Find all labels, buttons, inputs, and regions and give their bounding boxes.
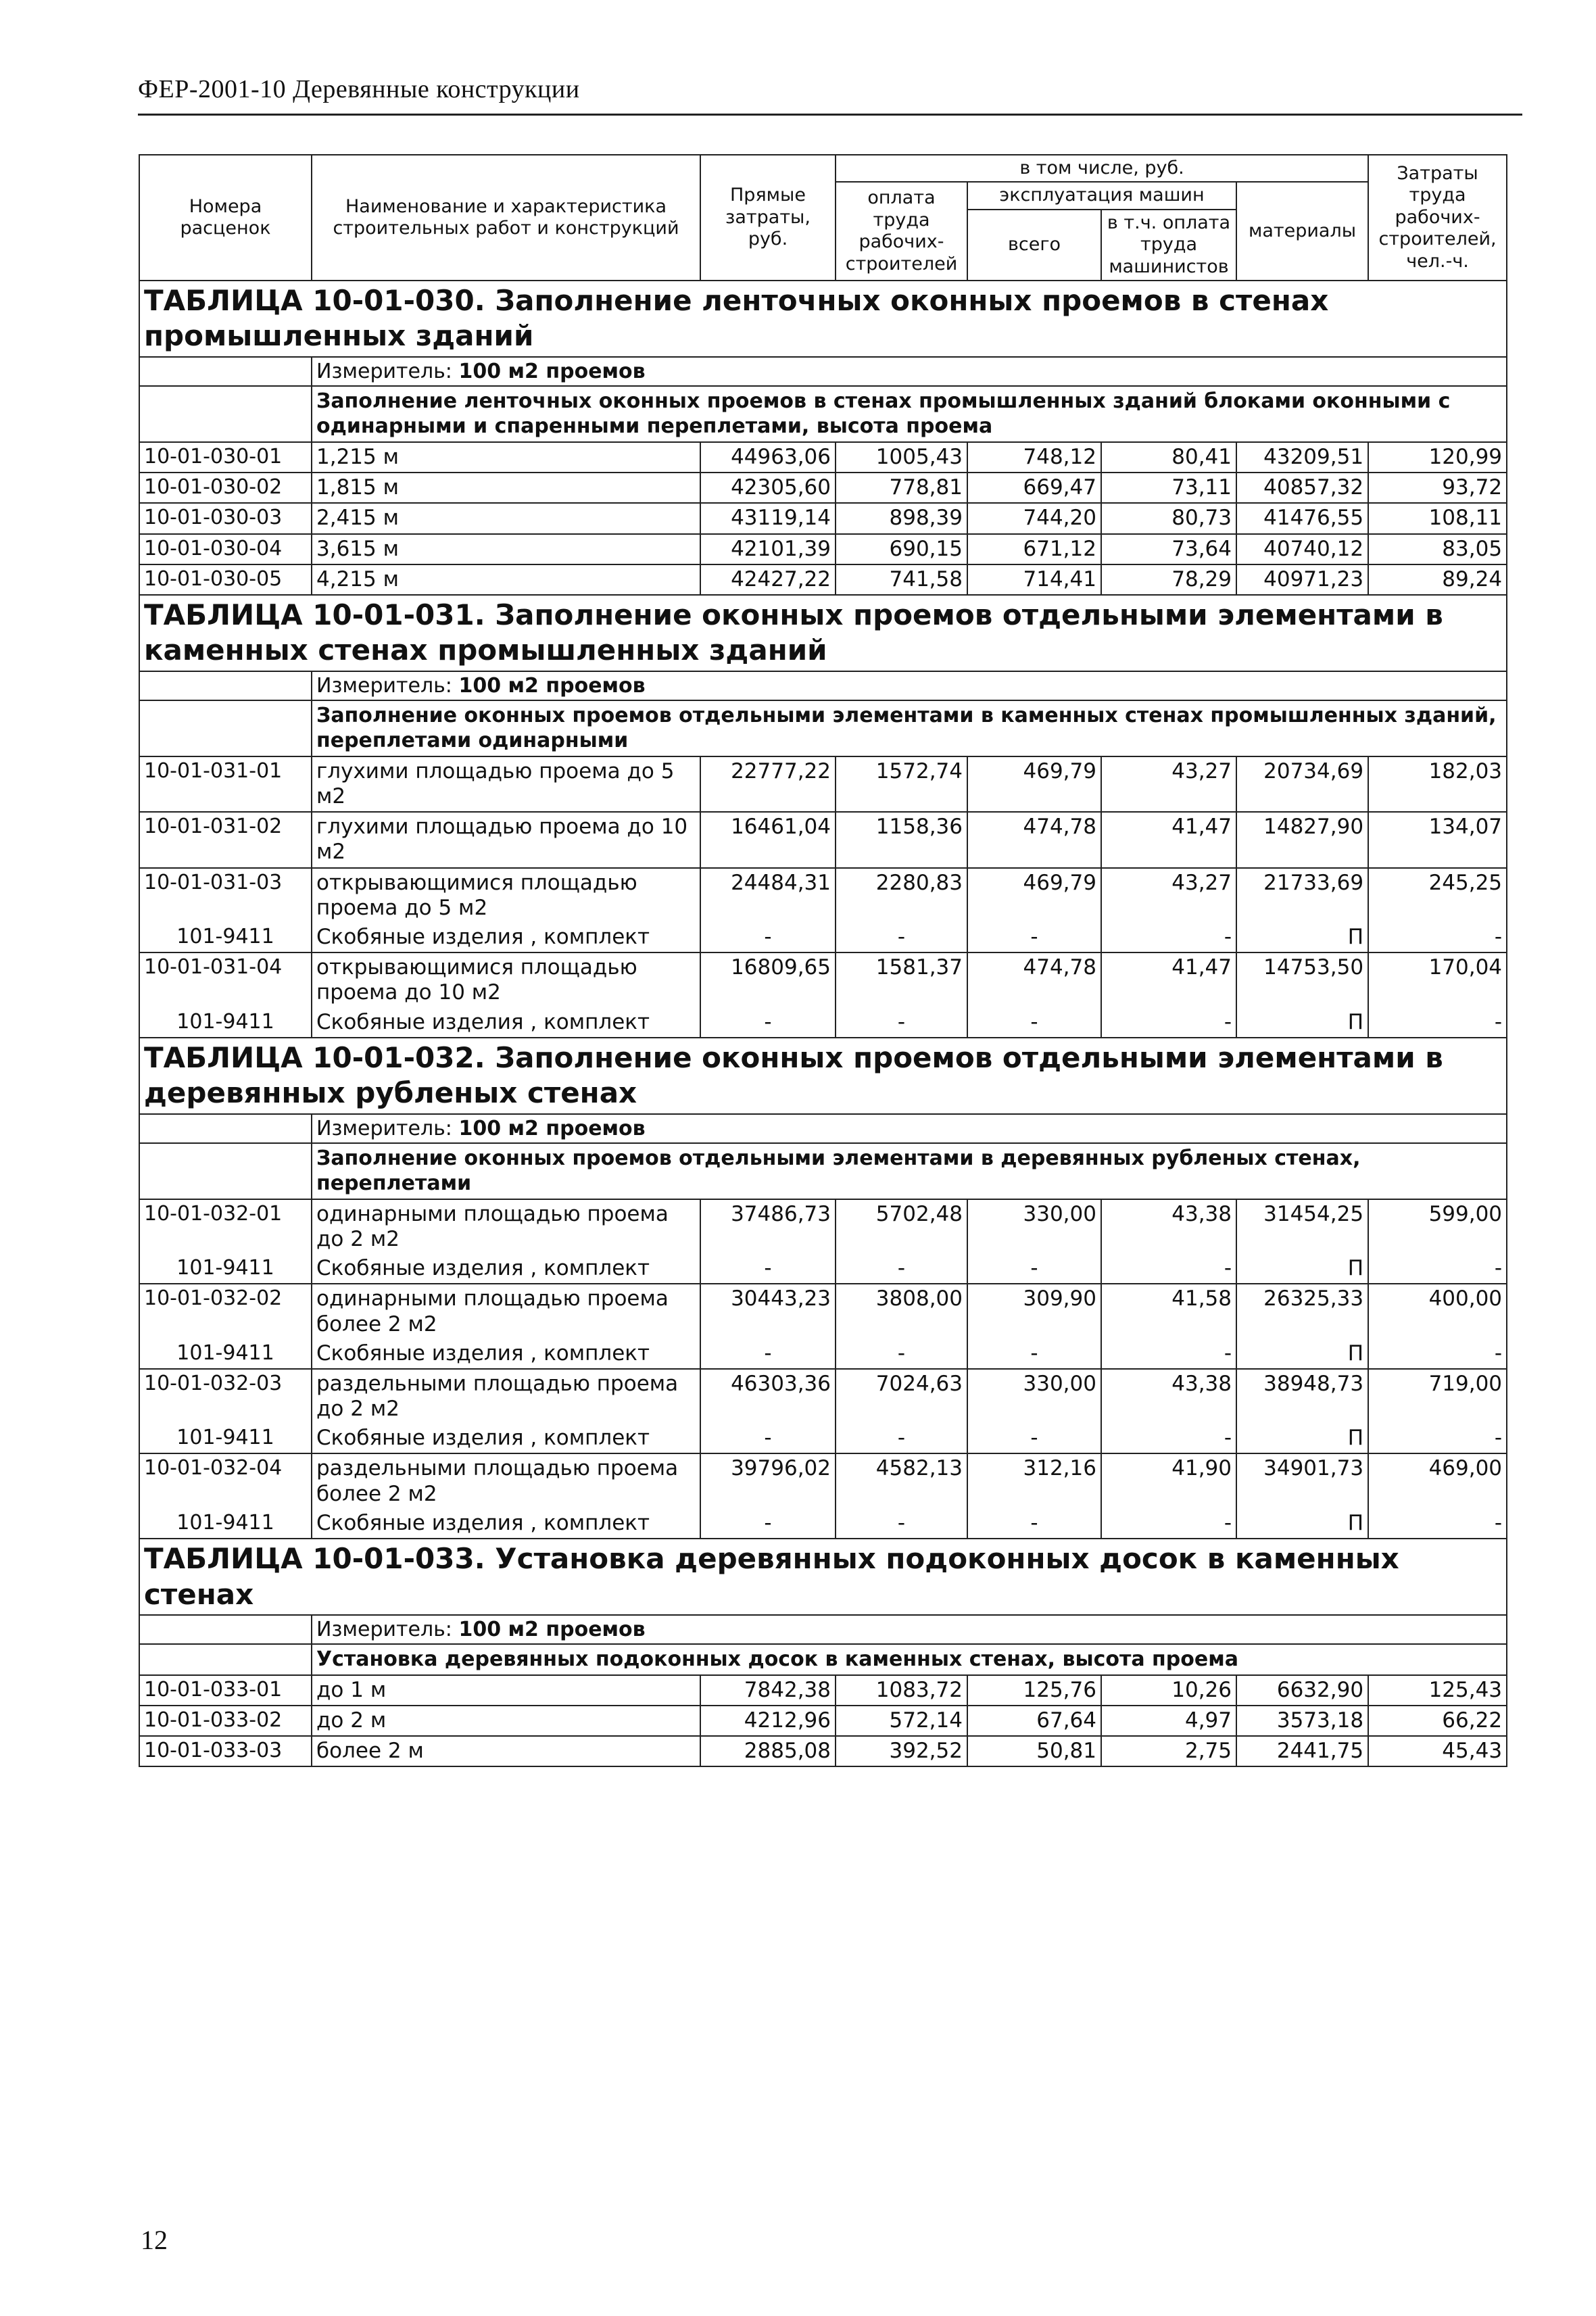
row-materials-cost: П (1236, 1254, 1368, 1284)
row-name: Скобяные изделия , комплект (312, 1008, 700, 1038)
row-code: 101-9411 (139, 923, 312, 952)
row-machine-cost: 748,12 (967, 442, 1101, 473)
row-labor-hours: 599,00 (1368, 1199, 1507, 1254)
row-direct-cost: - (700, 1424, 836, 1453)
row-direct-cost: 42101,39 (700, 534, 836, 564)
table-row (139, 503, 1507, 533)
row-code: 10-01-032-02 (139, 1284, 312, 1338)
row-direct-cost: 46303,36 (700, 1369, 836, 1424)
row-direct-cost: 16461,04 (700, 812, 836, 867)
row-labor-hours: 125,43 (1368, 1675, 1507, 1706)
row-machinist-wage: 41,47 (1101, 812, 1236, 867)
measure-value: 100 м2 проемов (458, 1618, 646, 1642)
row-worker-wage: 1581,37 (836, 952, 967, 1007)
row-direct-cost: - (700, 1254, 836, 1284)
row-name: одинарными площадью проема до 2 м2 (312, 1199, 700, 1254)
row-code: 10-01-031-03 (139, 868, 312, 923)
row-name: Скобяные изделия , комплект (312, 1339, 700, 1369)
measure-spacer (139, 1114, 312, 1143)
row-materials-cost: 2441,75 (1236, 1736, 1368, 1766)
row-labor-hours: 120,99 (1368, 442, 1507, 473)
row-materials-cost: 21733,69 (1236, 868, 1368, 923)
row-name: 2,415 м (312, 503, 700, 533)
description-spacer (139, 1644, 312, 1675)
table-row (139, 1369, 1507, 1424)
row-name: Скобяные изделия , комплект (312, 923, 700, 952)
table-row (139, 1706, 1507, 1736)
table-row (139, 952, 1507, 1007)
header-rule (138, 114, 1522, 116)
row-labor-hours: - (1368, 923, 1507, 952)
description-row (139, 1143, 1507, 1199)
table-row (139, 1736, 1507, 1766)
row-code: 10-01-030-03 (139, 503, 312, 533)
row-labor-hours: 66,22 (1368, 1706, 1507, 1736)
measure-cell (312, 1114, 1507, 1143)
row-code: 101-9411 (139, 1509, 312, 1539)
row-machinist-wage: 80,41 (1101, 442, 1236, 473)
row-worker-wage: 4582,13 (836, 1453, 967, 1508)
table-row (139, 534, 1507, 564)
row-name: до 1 м (312, 1675, 700, 1706)
row-machinist-wage: 4,97 (1101, 1706, 1236, 1736)
row-worker-wage: 898,39 (836, 503, 967, 533)
table-subrow (139, 923, 1507, 952)
row-name: Скобяные изделия , комплект (312, 1424, 700, 1453)
row-machine-cost: 312,16 (967, 1453, 1101, 1508)
row-worker-wage: - (836, 1008, 967, 1038)
row-code: 10-01-030-04 (139, 534, 312, 564)
row-name: более 2 м (312, 1736, 700, 1766)
row-materials-cost: 41476,55 (1236, 503, 1368, 533)
table-row (139, 1675, 1507, 1706)
row-materials-cost: П (1236, 1008, 1368, 1038)
row-worker-wage: 7024,63 (836, 1369, 967, 1424)
section-description: Установка деревянных подоконных досок в каменных стенах, высота проема (312, 1644, 1507, 1675)
row-code: 10-01-032-03 (139, 1369, 312, 1424)
description-spacer (139, 386, 312, 442)
section-title-row (139, 595, 1507, 671)
row-name: 3,615 м (312, 534, 700, 564)
row-machinist-wage: 2,75 (1101, 1736, 1236, 1766)
row-name: раздельными площадью проема до 2 м2 (312, 1369, 700, 1424)
col-direct: Прямые затраты, руб. (700, 155, 836, 281)
measure-value: 100 м2 проемов (458, 1116, 646, 1140)
row-materials-cost: 31454,25 (1236, 1199, 1368, 1254)
row-machine-cost: - (967, 1008, 1101, 1038)
row-labor-hours: 170,04 (1368, 952, 1507, 1007)
row-direct-cost: - (700, 1008, 836, 1038)
page-number: 12 (141, 2225, 168, 2255)
description-row (139, 1644, 1507, 1675)
table-body (139, 281, 1507, 1766)
row-code: 10-01-033-01 (139, 1675, 312, 1706)
row-code: 10-01-031-01 (139, 756, 312, 812)
section-title-row (139, 1038, 1507, 1114)
row-machine-cost: 309,90 (967, 1284, 1101, 1338)
row-code: 10-01-032-04 (139, 1453, 312, 1508)
row-direct-cost: 16809,65 (700, 952, 836, 1007)
row-materials-cost: П (1236, 1339, 1368, 1369)
row-materials-cost: 3573,18 (1236, 1706, 1368, 1736)
row-materials-cost: 14753,50 (1236, 952, 1368, 1007)
measure-label: Измеритель: (316, 673, 452, 698)
row-machine-cost: - (967, 1424, 1101, 1453)
row-machinist-wage: - (1101, 923, 1236, 952)
row-machinist-wage: 41,47 (1101, 952, 1236, 1007)
measure-row (139, 1615, 1507, 1644)
row-name: одинарными площадью проема более 2 м2 (312, 1284, 700, 1338)
description-row (139, 386, 1507, 442)
row-machinist-wage: 43,27 (1101, 868, 1236, 923)
row-direct-cost: 37486,73 (700, 1199, 836, 1254)
row-name: до 2 м (312, 1706, 700, 1736)
row-direct-cost: 7842,38 (700, 1675, 836, 1706)
row-name: 4,215 м (312, 564, 700, 595)
row-labor-hours: - (1368, 1424, 1507, 1453)
row-code: 101-9411 (139, 1339, 312, 1369)
row-direct-cost: 4212,96 (700, 1706, 836, 1736)
table-row (139, 1453, 1507, 1508)
col-wage: оплата труда рабочих-строителей (836, 182, 967, 281)
row-machinist-wage: 73,64 (1101, 534, 1236, 564)
row-machine-cost: 744,20 (967, 503, 1101, 533)
row-machinist-wage: 10,26 (1101, 1675, 1236, 1706)
row-machine-cost: - (967, 1339, 1101, 1369)
row-machine-cost: 469,79 (967, 868, 1101, 923)
row-machine-cost: 330,00 (967, 1369, 1101, 1424)
table-row (139, 1284, 1507, 1338)
row-machinist-wage: - (1101, 1424, 1236, 1453)
row-machine-cost: 330,00 (967, 1199, 1101, 1254)
section-title-row (139, 281, 1507, 357)
row-worker-wage: - (836, 1424, 967, 1453)
row-labor-hours: 469,00 (1368, 1453, 1507, 1508)
col-incl: в том числе, руб. (836, 155, 1368, 182)
row-direct-cost: - (700, 1339, 836, 1369)
row-worker-wage: 392,52 (836, 1736, 967, 1766)
measure-label: Измеритель: (316, 1618, 452, 1642)
row-machine-cost: 669,47 (967, 473, 1101, 503)
row-labor-hours: - (1368, 1008, 1507, 1038)
row-worker-wage: 1083,72 (836, 1675, 967, 1706)
row-worker-wage: 1158,36 (836, 812, 967, 867)
row-machine-cost: - (967, 1254, 1101, 1284)
row-direct-cost: 42427,22 (700, 564, 836, 595)
page-header: ФЕР-2001-10 Деревянные конструкции (138, 75, 580, 103)
row-name: глухими площадью проема до 5 м2 (312, 756, 700, 812)
col-machines: эксплуатация машин (967, 182, 1236, 209)
row-name: раздельными площадью проема более 2 м2 (312, 1453, 700, 1508)
row-machinist-wage: 43,38 (1101, 1369, 1236, 1424)
row-name: 1,815 м (312, 473, 700, 503)
row-labor-hours: 182,03 (1368, 756, 1507, 812)
row-code: 10-01-030-05 (139, 564, 312, 595)
measure-spacer (139, 1615, 312, 1644)
row-materials-cost: 34901,73 (1236, 1453, 1368, 1508)
section-title: ТАБЛИЦА 10-01-031. Заполнение оконных проемов отдельными элементами в каменных стенах промышленных зданий (139, 595, 1507, 671)
row-worker-wage: 5702,48 (836, 1199, 967, 1254)
table-row (139, 473, 1507, 503)
table-row (139, 868, 1507, 923)
row-machine-cost: 50,81 (967, 1736, 1101, 1766)
row-direct-cost: 43119,14 (700, 503, 836, 533)
row-machine-cost: 125,76 (967, 1675, 1101, 1706)
row-labor-hours: 108,11 (1368, 503, 1507, 533)
row-materials-cost: 38948,73 (1236, 1369, 1368, 1424)
row-code: 10-01-030-02 (139, 473, 312, 503)
row-machinist-wage: 78,29 (1101, 564, 1236, 595)
row-machinist-wage: - (1101, 1509, 1236, 1539)
row-machinist-wage: 41,58 (1101, 1284, 1236, 1338)
row-direct-cost: 22777,22 (700, 756, 836, 812)
row-materials-cost: 43209,51 (1236, 442, 1368, 473)
measure-spacer (139, 357, 312, 386)
row-name: 1,215 м (312, 442, 700, 473)
row-labor-hours: 400,00 (1368, 1284, 1507, 1338)
row-materials-cost: 40857,32 (1236, 473, 1368, 503)
measure-value: 100 м2 проемов (458, 673, 646, 698)
row-worker-wage: 3808,00 (836, 1284, 967, 1338)
row-machinist-wage: 43,38 (1101, 1199, 1236, 1254)
row-machinist-wage: - (1101, 1339, 1236, 1369)
row-worker-wage: - (836, 923, 967, 952)
row-name: Скобяные изделия , комплект (312, 1509, 700, 1539)
row-worker-wage: - (836, 1339, 967, 1369)
row-materials-cost: П (1236, 1509, 1368, 1539)
measure-spacer (139, 671, 312, 700)
col-machines-wage: в т.ч. оплата труда машинистов (1101, 210, 1236, 281)
row-worker-wage: - (836, 1509, 967, 1539)
row-machinist-wage: 80,73 (1101, 503, 1236, 533)
row-labor-hours: 245,25 (1368, 868, 1507, 923)
row-materials-cost: 6632,90 (1236, 1675, 1368, 1706)
row-name: глухими площадью проема до 10 м2 (312, 812, 700, 867)
row-direct-cost: 24484,31 (700, 868, 836, 923)
row-direct-cost: - (700, 923, 836, 952)
table-row (139, 564, 1507, 595)
row-machine-cost: 67,64 (967, 1706, 1101, 1736)
col-machines-total: всего (967, 210, 1101, 281)
table-subrow (139, 1424, 1507, 1453)
row-materials-cost: 20734,69 (1236, 756, 1368, 812)
row-machine-cost: 474,78 (967, 952, 1101, 1007)
row-labor-hours: 83,05 (1368, 534, 1507, 564)
row-direct-cost: 44963,06 (700, 442, 836, 473)
row-materials-cost: 40971,23 (1236, 564, 1368, 595)
col-materials: материалы (1236, 182, 1368, 281)
row-machinist-wage: 73,11 (1101, 473, 1236, 503)
description-spacer (139, 700, 312, 756)
row-machinist-wage: 43,27 (1101, 756, 1236, 812)
row-code: 10-01-033-02 (139, 1706, 312, 1736)
row-machine-cost: - (967, 923, 1101, 952)
table-row (139, 812, 1507, 867)
row-name: Скобяные изделия , комплект (312, 1254, 700, 1284)
row-code: 10-01-030-01 (139, 442, 312, 473)
table-subrow (139, 1008, 1507, 1038)
measure-cell (312, 357, 1507, 386)
row-code: 101-9411 (139, 1254, 312, 1284)
row-labor-hours: - (1368, 1254, 1507, 1284)
row-machine-cost: 474,78 (967, 812, 1101, 867)
row-direct-cost: 42305,60 (700, 473, 836, 503)
row-code: 10-01-033-03 (139, 1736, 312, 1766)
row-worker-wage: 778,81 (836, 473, 967, 503)
description-row (139, 700, 1507, 756)
row-materials-cost: П (1236, 1424, 1368, 1453)
row-labor-hours: 719,00 (1368, 1369, 1507, 1424)
row-machinist-wage: - (1101, 1008, 1236, 1038)
measure-row (139, 357, 1507, 386)
table-subrow (139, 1509, 1507, 1539)
row-machinist-wage: - (1101, 1254, 1236, 1284)
table-row (139, 1199, 1507, 1254)
row-name: открывающимися площадью проема до 5 м2 (312, 868, 700, 923)
table-subrow (139, 1339, 1507, 1369)
measure-cell (312, 671, 1507, 700)
section-description: Заполнение ленточных оконных проемов в стенах промышленных зданий блоками оконными с одинарными и спаренными переплетами, высота проема (312, 386, 1507, 442)
row-direct-cost: 39796,02 (700, 1453, 836, 1508)
price-table (139, 154, 1507, 1767)
row-labor-hours: 93,72 (1368, 473, 1507, 503)
col-name: Наименование и характеристика строительных работ и конструкций (312, 155, 700, 281)
row-worker-wage: 2280,83 (836, 868, 967, 923)
row-direct-cost: - (700, 1509, 836, 1539)
table-subrow (139, 1254, 1507, 1284)
section-title: ТАБЛИЦА 10-01-032. Заполнение оконных проемов отдельными элементами в деревянных рубленых стенах (139, 1038, 1507, 1114)
table-row (139, 442, 1507, 473)
row-machine-cost: 469,79 (967, 756, 1101, 812)
row-machinist-wage: 41,90 (1101, 1453, 1236, 1508)
row-machine-cost: 714,41 (967, 564, 1101, 595)
section-description: Заполнение оконных проемов отдельными элементами в деревянных рубленых стенах, переплетами (312, 1143, 1507, 1199)
row-code: 10-01-031-04 (139, 952, 312, 1007)
row-worker-wage: 572,14 (836, 1706, 967, 1736)
row-worker-wage: 741,58 (836, 564, 967, 595)
row-direct-cost: 2885,08 (700, 1736, 836, 1766)
row-code: 101-9411 (139, 1008, 312, 1038)
row-labor-hours: - (1368, 1339, 1507, 1369)
row-name: открывающимися площадью проема до 10 м2 (312, 952, 700, 1007)
measure-value: 100 м2 проемов (458, 359, 646, 383)
section-description: Заполнение оконных проемов отдельными элементами в каменных стенах промышленных зданий, переплетами одинарными (312, 700, 1507, 756)
row-machine-cost: 671,12 (967, 534, 1101, 564)
row-materials-cost: 40740,12 (1236, 534, 1368, 564)
measure-row (139, 671, 1507, 700)
measure-label: Измеритель: (316, 359, 452, 383)
row-machine-cost: - (967, 1509, 1101, 1539)
row-labor-hours: 45,43 (1368, 1736, 1507, 1766)
row-worker-wage: 690,15 (836, 534, 967, 564)
row-labor-hours: 134,07 (1368, 812, 1507, 867)
description-spacer (139, 1143, 312, 1199)
row-materials-cost: 14827,90 (1236, 812, 1368, 867)
row-materials-cost: П (1236, 923, 1368, 952)
measure-cell (312, 1615, 1507, 1644)
measure-row (139, 1114, 1507, 1143)
measure-label: Измеритель: (316, 1116, 452, 1140)
row-code: 101-9411 (139, 1424, 312, 1453)
row-code: 10-01-031-02 (139, 812, 312, 867)
section-title-row (139, 1539, 1507, 1615)
row-worker-wage: - (836, 1254, 967, 1284)
col-labor: Затраты труда рабочих-строителей, чел.-ч. (1368, 155, 1507, 281)
row-worker-wage: 1572,74 (836, 756, 967, 812)
row-materials-cost: 26325,33 (1236, 1284, 1368, 1338)
row-direct-cost: 30443,23 (700, 1284, 836, 1338)
col-code: Номера расценок (139, 155, 312, 281)
row-labor-hours: - (1368, 1509, 1507, 1539)
section-title: ТАБЛИЦА 10-01-033. Установка деревянных подоконных досок в каменных стенах (139, 1539, 1507, 1615)
table-row (139, 756, 1507, 812)
row-code: 10-01-032-01 (139, 1199, 312, 1254)
section-title: ТАБЛИЦА 10-01-030. Заполнение ленточных оконных проемов в стенах промышленных зданий (139, 281, 1507, 357)
row-worker-wage: 1005,43 (836, 442, 967, 473)
row-labor-hours: 89,24 (1368, 564, 1507, 595)
table-header (139, 155, 1507, 281)
